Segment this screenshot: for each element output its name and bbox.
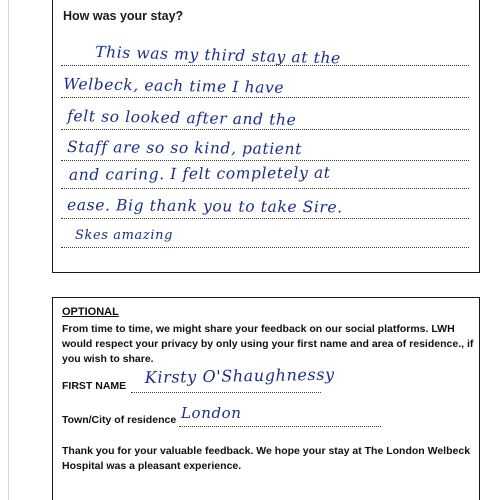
writing-line (61, 160, 469, 161)
writing-line (61, 247, 469, 248)
writing-line (61, 218, 469, 219)
optional-description: From time to time, we might share your feedback on our social platforms. LWH would respect your privacy by only using your first name and area of residence., if you wish to share. (62, 323, 474, 365)
first-name-line (131, 392, 321, 393)
writing-line (61, 97, 469, 98)
optional-title: OPTIONAL (62, 306, 119, 318)
handwritten-line: and caring. I felt completely at (68, 163, 331, 184)
handwritten-line: Welbeck, each time I have (63, 75, 285, 97)
town-value: London (181, 404, 242, 422)
town-label: Town/City of residence (62, 414, 177, 426)
handwritten-line: Skes amazing (75, 228, 174, 243)
handwritten-line: This was my third stay at the (95, 43, 342, 68)
writing-line (61, 188, 469, 189)
town-line (179, 426, 381, 427)
page-edge (8, 0, 9, 500)
handwritten-line: ease. Big thank you to take Sire. (67, 196, 343, 217)
first-name-value: Kirsty O'Shaughnessy (144, 364, 335, 387)
stay-feedback-box (52, 0, 480, 273)
optional-consent-box (52, 297, 480, 500)
stay-heading: How was your stay? (63, 9, 184, 23)
first-name-label: FIRST NAME (62, 380, 127, 392)
writing-line (61, 129, 469, 130)
handwritten-line: Staff are so so kind, patient (67, 138, 303, 159)
thank-you-message: Thank you for your valuable feedback. We hope your stay at The London Welbeck Hospital was a pleasant experience. (62, 445, 471, 472)
handwritten-line: felt so looked after and the (67, 107, 297, 130)
